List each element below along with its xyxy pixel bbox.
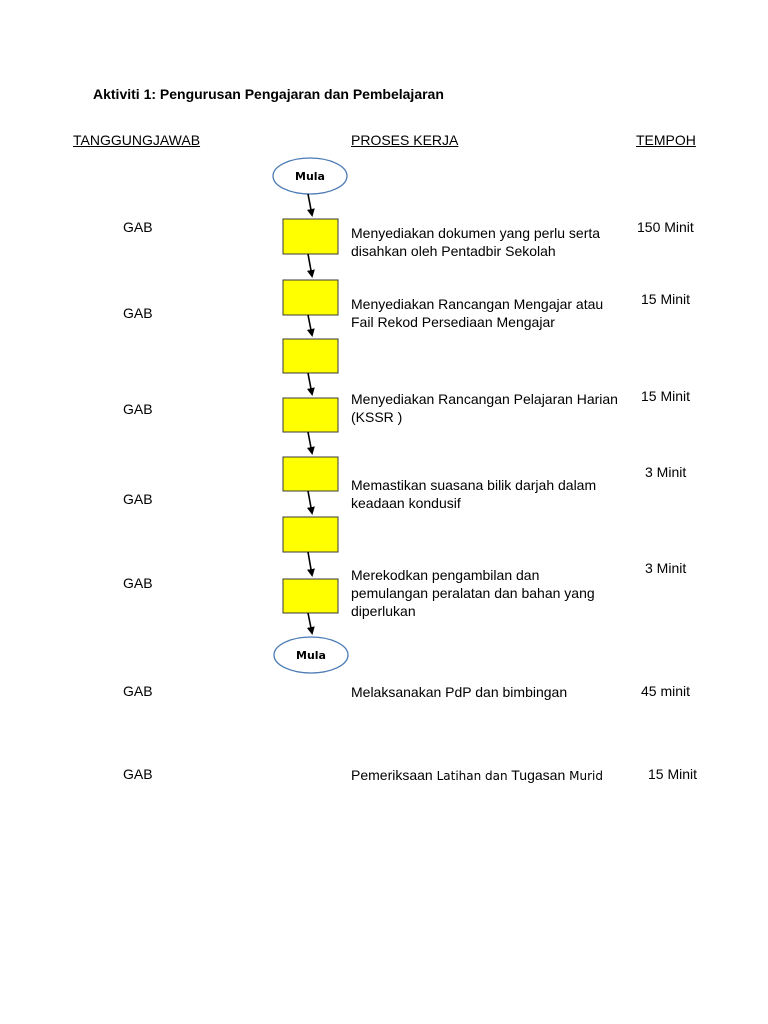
page-title: Aktiviti 1: Pengurusan Pengajaran dan Pembelajaran bbox=[93, 86, 444, 102]
row-7-duration: 15 Minit bbox=[648, 766, 698, 782]
arrow-4 bbox=[308, 373, 312, 394]
row-6-duration: 45 minit bbox=[641, 683, 691, 699]
row-2-duration: 15 Minit bbox=[641, 291, 691, 307]
process-box-2 bbox=[283, 280, 338, 315]
row-6-responsibility: GAB bbox=[123, 683, 153, 699]
arrow-3 bbox=[308, 315, 312, 335]
process-box-6 bbox=[283, 517, 338, 552]
arrow-7 bbox=[308, 552, 312, 575]
process-box-3 bbox=[283, 339, 338, 373]
row-7-process-part-2: Latihan dan bbox=[436, 769, 508, 783]
end-label: Mula bbox=[296, 649, 326, 662]
row-4-duration: 3 Minit bbox=[645, 464, 687, 480]
process-box-7 bbox=[283, 579, 338, 613]
row-5-responsibility: GAB bbox=[123, 575, 153, 591]
row-3-responsibility: GAB bbox=[123, 401, 153, 417]
row-5-process-line-3: diperlukan bbox=[351, 603, 416, 619]
row-3-process-line-1: Menyediakan Rancangan Pelajaran Harian bbox=[351, 391, 618, 407]
header-process: PROSES KERJA bbox=[351, 132, 459, 148]
arrow-8 bbox=[308, 613, 312, 633]
arrow-5 bbox=[308, 432, 312, 453]
row-2-process-line-1: Menyediakan Rancangan Mengajar atau bbox=[351, 296, 604, 312]
start-label: Mula bbox=[295, 170, 325, 183]
process-box-1 bbox=[283, 219, 338, 254]
arrow-6 bbox=[308, 491, 312, 513]
row-3-process-line-2: (KSSR ) bbox=[351, 409, 403, 425]
arrow-1 bbox=[308, 194, 312, 215]
row-5-duration: 3 Minit bbox=[645, 560, 687, 576]
row-7-process-part-4: Murid bbox=[569, 769, 603, 783]
row-1-process-line-2: disahkan oleh Pentadbir Sekolah bbox=[351, 243, 556, 259]
row-4-process-line-1: Memastikan suasana bilik darjah dalam bbox=[351, 477, 597, 493]
process-box-4 bbox=[283, 398, 338, 432]
row-4-responsibility: GAB bbox=[123, 491, 153, 507]
row-2-process-line-2: Fail Rekod Persediaan Mengajar bbox=[351, 314, 555, 330]
row-5-process-line-2: pemulangan peralatan dan bahan yang bbox=[351, 585, 595, 601]
row-7-responsibility: GAB bbox=[123, 766, 153, 782]
header-duration: TEMPOH bbox=[636, 132, 696, 148]
row-4-process-line-2: keadaan kondusif bbox=[351, 495, 461, 511]
row-6-process-line-1: Melaksanakan PdP dan bimbingan bbox=[351, 684, 568, 700]
row-2-responsibility: GAB bbox=[123, 305, 153, 321]
row-1-duration: 150 Minit bbox=[637, 219, 694, 235]
row-7-process-part-1: Pemeriksaan bbox=[351, 767, 437, 783]
row-1-responsibility: GAB bbox=[123, 219, 153, 235]
header-responsibility: TANGGUNGJAWAB bbox=[73, 132, 201, 148]
row-1-process-line-1: Menyediakan dokumen yang perlu serta bbox=[351, 225, 601, 241]
row-7-process-part-3: Tugasan bbox=[507, 767, 570, 783]
row-5-process-line-1: Merekodkan pengambilan dan bbox=[351, 567, 540, 583]
arrow-2 bbox=[308, 254, 312, 276]
process-box-5 bbox=[283, 457, 338, 491]
row-3-duration: 15 Minit bbox=[641, 388, 691, 404]
